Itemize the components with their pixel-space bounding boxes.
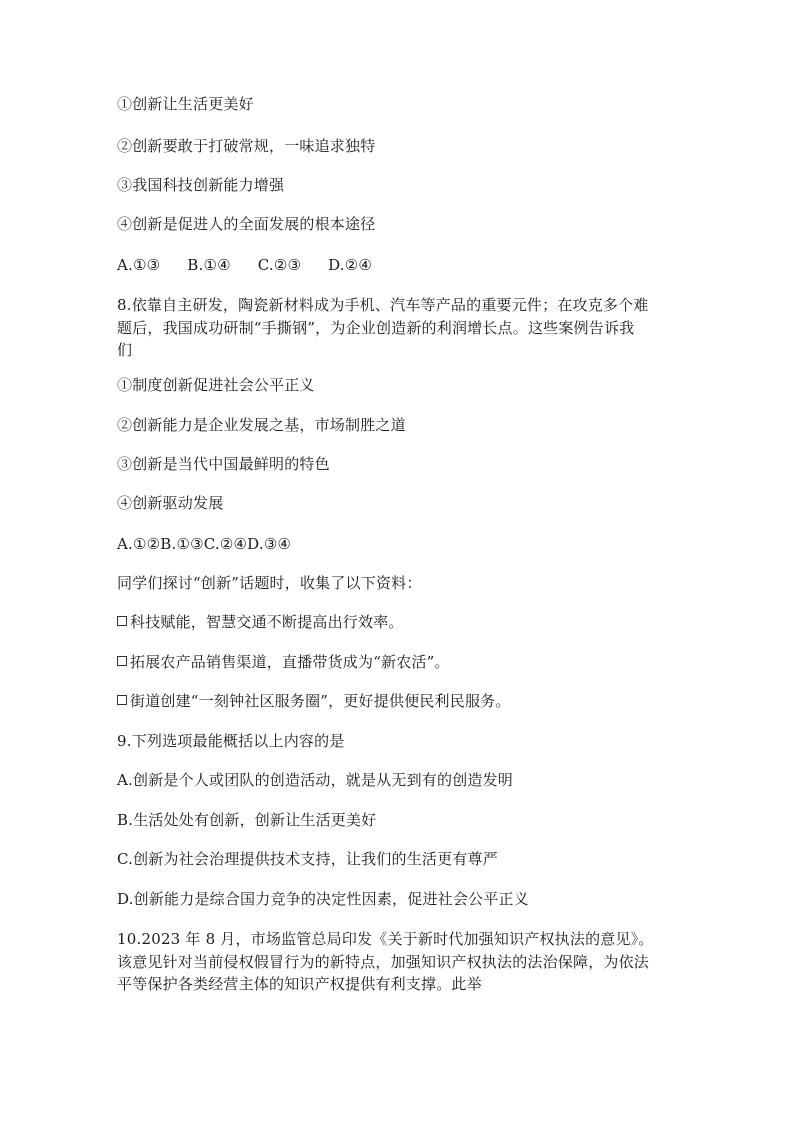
q9-option-b: B.生活处处有创新，创新让生活更美好: [117, 811, 377, 829]
q8-stem-line-2: 题后，我国成功研制“手撕钢”，为企业创造新的利润增长点。这些案例告诉我: [117, 319, 635, 337]
q10-stem-line-1: 10.2023 年 8 月，市场监管总局印发《关于新时代加强知识产权执法的意见》。: [117, 930, 654, 948]
material-intro: 同学们探讨“创新”话题时，收集了以下资料：: [117, 574, 422, 592]
material-item: [117, 691, 511, 712]
square-bullet-icon: [117, 695, 127, 705]
q8-option-2: ②创新能力是企业发展之基，市场制胜之道: [117, 416, 406, 434]
material-item: [117, 612, 404, 633]
q8-stem-line-1: 8.依靠自主研发，陶瓷新材料成为手机、汽车等产品的重要元件；在攻克多个难: [117, 296, 649, 314]
q8-stem-line-3: 们: [117, 341, 133, 359]
material-item: [117, 652, 450, 673]
material-item-text: 拓展农产品销售渠道，直播带货成为“新农活”。: [130, 653, 450, 671]
q7-option-1: ①创新让生活更美好: [117, 95, 254, 113]
q9-option-c: C.创新为社会治理提供技术支持，让我们的生活更有尊严: [117, 850, 498, 868]
q7-choice-d: D.②④: [328, 256, 373, 274]
q7-choice-c: C.②③: [257, 256, 302, 274]
q7-choice-b: B.①④: [187, 256, 231, 274]
q9-option-a: A.创新是个人或团队的创造活动，就是从无到有的创造发明: [117, 771, 514, 789]
q8-option-3: ③创新是当代中国最鲜明的特色: [117, 455, 330, 473]
q7-option-3: ③我国科技创新能力增强: [117, 176, 285, 194]
q9-stem: 9.下列选项最能概括以上内容的是: [117, 732, 345, 750]
q8-option-4: ④创新驱动发展: [117, 494, 224, 512]
square-bullet-icon: [117, 656, 127, 666]
q10-stem-line-2: 该意见针对当前侵权假冒行为的新特点，加强知识产权执法的法治保障，为依法: [117, 953, 650, 971]
square-bullet-icon: [117, 616, 127, 626]
q9-option-d: D.创新能力是综合国力竞争的决定性因素，促进社会公平正义: [117, 890, 529, 908]
q10-stem-line-3: 平等保护各类经营主体的知识产权提供有利支撑。此举: [117, 975, 482, 993]
material-item-text: 街道创建“一刻钟社区服务圈”，更好提供便民利民服务。: [130, 692, 511, 710]
q7-option-4: ④创新是促进人的全面发展的根本途径: [117, 215, 376, 233]
q8-option-1: ①制度创新促进社会公平正义: [117, 376, 315, 394]
q8-answer-choices: A.①②B.①③C.②④D.③④: [117, 535, 292, 553]
material-item-text: 科技赋能，智慧交通不断提高出行效率。: [130, 613, 404, 631]
q7-answer-choices: [117, 255, 372, 276]
q7-choice-a: A.①③: [117, 256, 161, 274]
q7-option-2: ②创新要敢于打破常规，一味追求独特: [117, 137, 376, 155]
